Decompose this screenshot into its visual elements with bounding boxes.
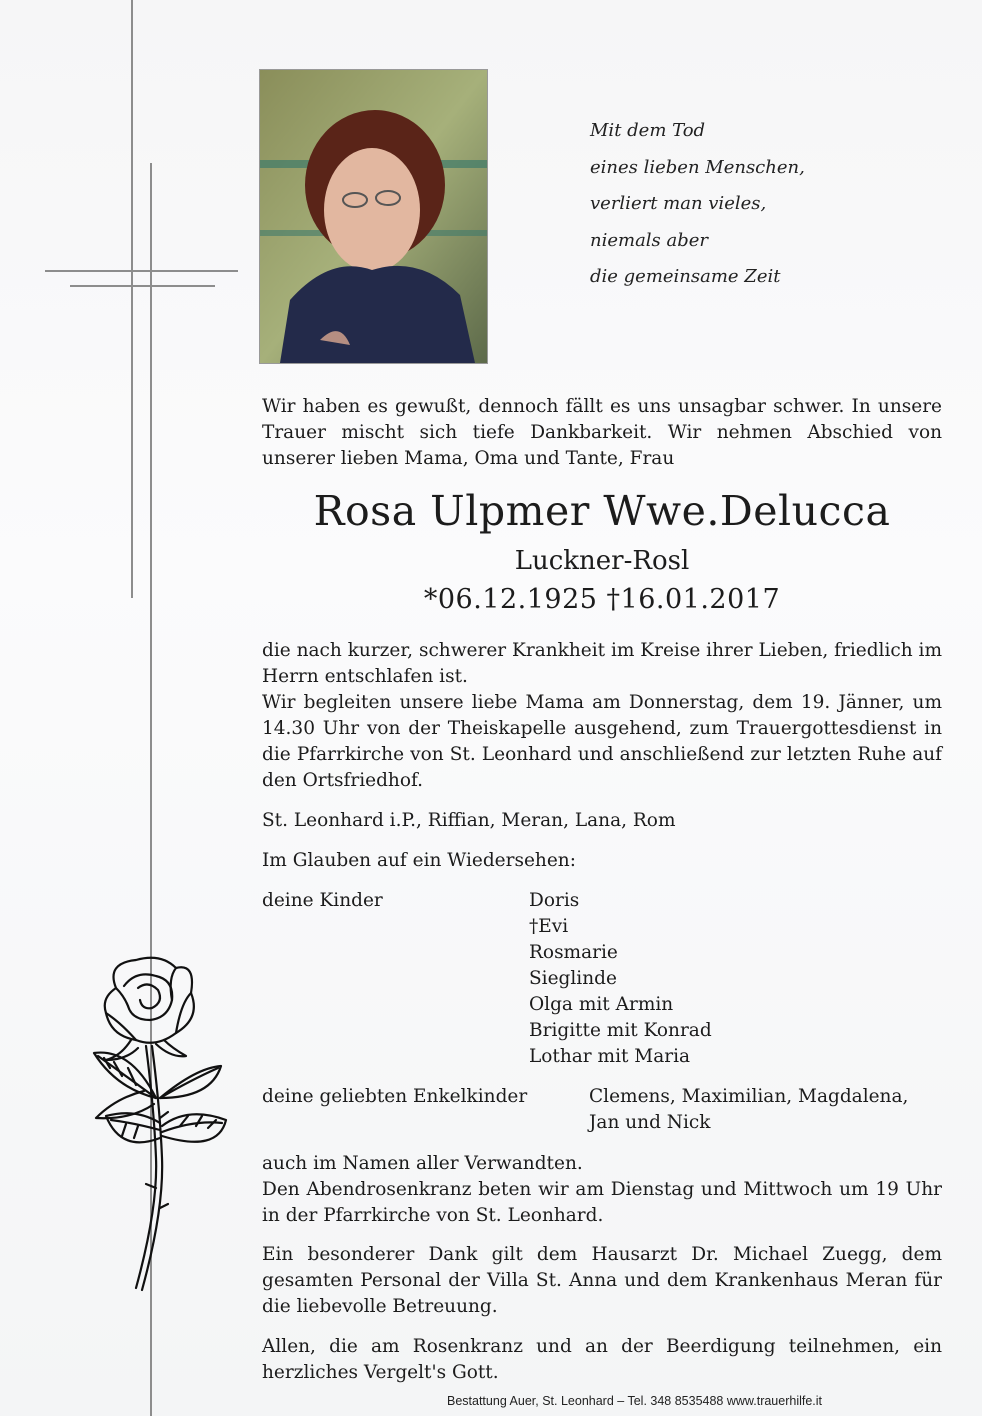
rose-icon [76,948,246,1298]
child-name: Lothar mit Maria [529,1046,691,1067]
deceased-dates: *06.12.1925 †16.01.2017 [423,584,781,615]
passing-paragraph: die nach kurzer, schwerer Krankheit im Kreise ihrer Lieben, friedlich im Herrn entschlafen ist. [262,640,942,687]
child-name: Brigitte mit Konrad [529,1020,712,1041]
child-name: †Evi [529,916,569,937]
child-name: Olga mit Armin [529,994,674,1015]
grandchildren-names-line2: Jan und Nick [589,1112,711,1133]
poem-line: Mit dem Tod [590,120,706,141]
funeral-home-footer: Bestattung Auer, St. Leonhard – Tel. 348 8535488 www.trauerhilfe.it [447,1394,823,1408]
cross-vertical-line-left [131,0,133,598]
grandchildren-names-line1: Clemens, Maximilian, Magdalena, [589,1086,909,1107]
places-line: St. Leonhard i.P., Riffian, Meran, Lana, Rom [262,810,676,831]
poem [590,113,805,296]
child-name: Sieglinde [529,968,617,989]
portrait-photo [259,69,488,364]
funeral-paragraph: Wir begleiten unsere liebe Mama am Donnerstag, dem 19. Jänner, um 14.30 Uhr von der Theiskapelle ausgehend, zum Trauergottesdienst in die Pfarrkirche von St. Leonhard und anschließend zur letzten Ruhe auf den Ortsfriedhof. [262,692,942,791]
thanks-paragraph: Ein besonderer Dank gilt dem Hausarzt Dr. Michael Zuegg, dem gesamten Personal der Villa St. Anna und dem Krankenhaus Meran für die liebevolle Betreuung. [262,1244,942,1317]
deceased-nickname: Luckner-Rosl [514,546,690,576]
closing-paragraph: Allen, die am Rosenkranz und an der Beerdigung teilnehmen, ein herzliches Vergelt's Gott. [262,1336,942,1383]
poem-line: verliert man vieles, [590,193,767,214]
relatives-line: auch im Namen aller Verwandten. [262,1153,583,1174]
children-label: deine Kinder [262,890,383,911]
rosary-paragraph: Den Abendrosenkranz beten wir am Dienstag und Mittwoch um 19 Uhr in der Pfarrkirche von St. Leonhard. [262,1179,942,1226]
child-name: Doris [529,890,580,911]
deceased-name: Rosa Ulpmer Wwe.Delucca [313,487,891,535]
cross-horizontal-line-top [45,270,238,272]
cross-horizontal-line-bottom [70,285,215,287]
grandchildren-label: deine geliebten Enkelkinder [262,1086,528,1107]
faith-line: Im Glauben auf ein Wiedersehen: [262,850,576,871]
child-name: Rosmarie [529,942,618,963]
poem-line: die gemeinsame Zeit [590,266,781,287]
intro-paragraph: Wir haben es gewußt, dennoch fällt es uns unsagbar schwer. In unsere Trauer mischt sich tiefe Dankbarkeit. Wir nehmen Abschied von unserer lieben Mama, Oma und Tante, Frau [262,396,942,469]
poem-line: niemals aber [590,229,709,251]
poem-line: eines lieben Menschen, [590,156,805,178]
